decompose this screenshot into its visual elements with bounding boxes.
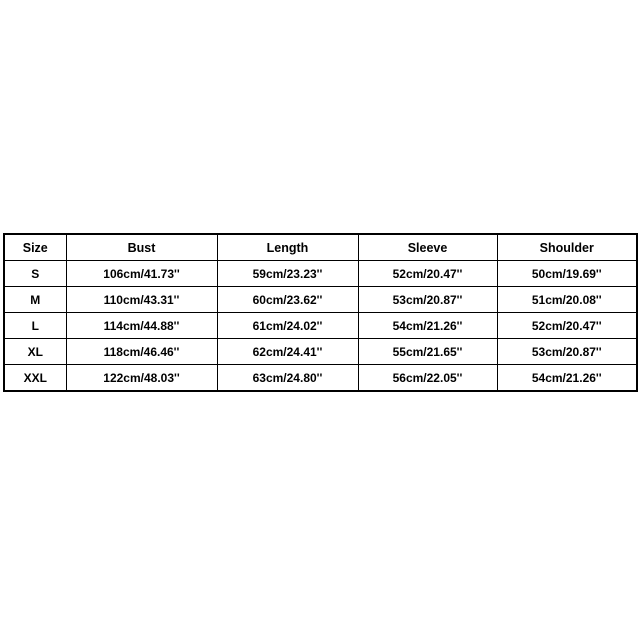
header-shoulder: Shoulder xyxy=(497,234,637,261)
table-row xyxy=(4,287,637,313)
bust-cell: 118cm/46.46'' xyxy=(66,339,217,365)
sleeve-cell: 55cm/21.65'' xyxy=(358,339,497,365)
size-cell: XXL xyxy=(4,365,66,392)
header-sleeve: Sleeve xyxy=(358,234,497,261)
sleeve-cell: 52cm/20.47'' xyxy=(358,261,497,287)
size-cell: L xyxy=(4,313,66,339)
bust-cell: 122cm/48.03'' xyxy=(66,365,217,392)
shoulder-cell: 54cm/21.26'' xyxy=(497,365,637,392)
size-cell: M xyxy=(4,287,66,313)
bust-cell: 106cm/41.73'' xyxy=(66,261,217,287)
length-cell: 63cm/24.80'' xyxy=(217,365,358,392)
table-row xyxy=(4,365,637,392)
table-row xyxy=(4,313,637,339)
table-row xyxy=(4,261,637,287)
table-header-row xyxy=(4,234,637,261)
size-chart-table xyxy=(3,233,638,392)
bust-cell: 114cm/44.88'' xyxy=(66,313,217,339)
length-cell: 60cm/23.62'' xyxy=(217,287,358,313)
header-bust: Bust xyxy=(66,234,217,261)
bust-cell: 110cm/43.31'' xyxy=(66,287,217,313)
size-cell: XL xyxy=(4,339,66,365)
length-cell: 62cm/24.41'' xyxy=(217,339,358,365)
shoulder-cell: 53cm/20.87'' xyxy=(497,339,637,365)
table-row xyxy=(4,339,637,365)
sleeve-cell: 56cm/22.05'' xyxy=(358,365,497,392)
size-cell: S xyxy=(4,261,66,287)
header-size: Size xyxy=(4,234,66,261)
sleeve-cell: 54cm/21.26'' xyxy=(358,313,497,339)
shoulder-cell: 51cm/20.08'' xyxy=(497,287,637,313)
shoulder-cell: 50cm/19.69'' xyxy=(497,261,637,287)
length-cell: 59cm/23.23'' xyxy=(217,261,358,287)
header-length: Length xyxy=(217,234,358,261)
sleeve-cell: 53cm/20.87'' xyxy=(358,287,497,313)
length-cell: 61cm/24.02'' xyxy=(217,313,358,339)
shoulder-cell: 52cm/20.47'' xyxy=(497,313,637,339)
